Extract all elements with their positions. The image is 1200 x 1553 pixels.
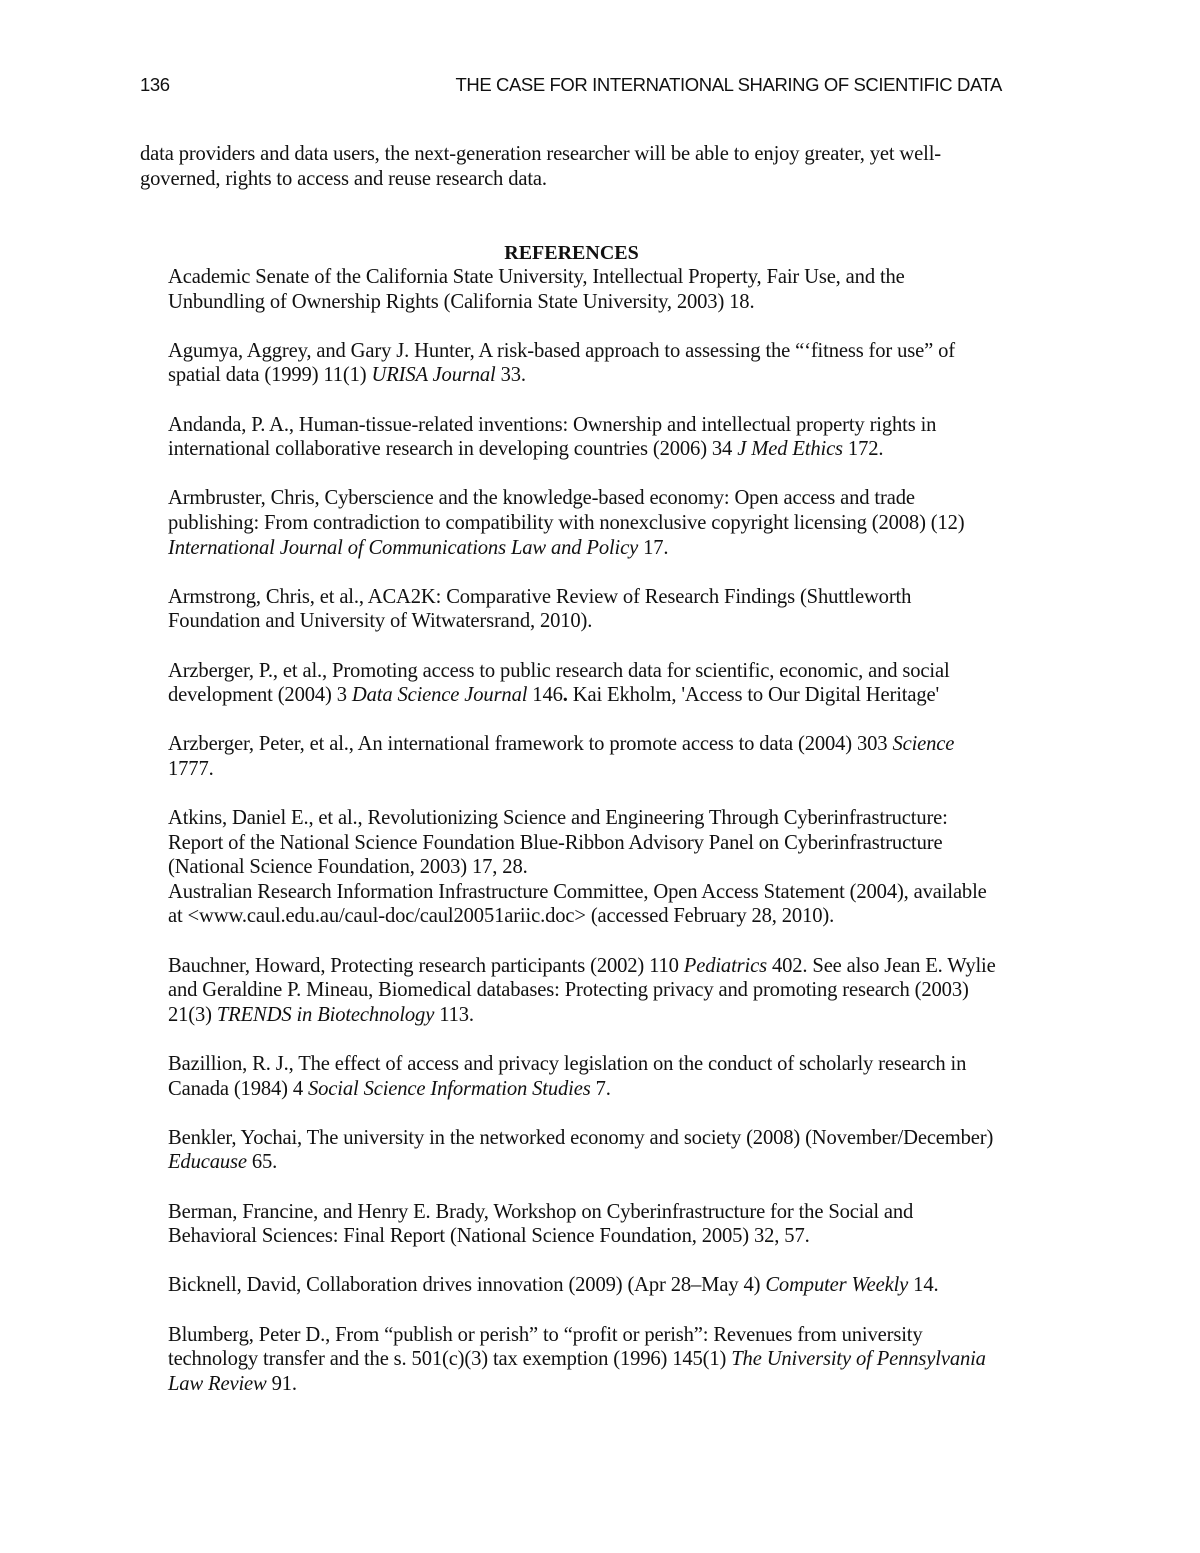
reference-text-segment: Arzberger, P., et al., Promoting access to public research data for scientific, economic, and social	[168, 659, 950, 682]
reference-italic-segment: Pediatrics	[683, 954, 767, 977]
reference-line	[168, 831, 1068, 856]
reference-text-segment: Unbundling of Ownership Rights (California State University, 2003) 18.	[168, 290, 755, 313]
reference-italic-segment: Computer Weekly	[765, 1274, 909, 1297]
references-heading: REFERENCES	[504, 242, 639, 264]
reference-line	[168, 290, 1068, 315]
reference-line	[168, 683, 1068, 708]
reference-line	[168, 904, 1068, 929]
reference-entry	[168, 806, 1068, 880]
reference-text-segment: Behavioral Sciences: Final Report (National Science Foundation, 2005) 32, 57.	[168, 1225, 810, 1248]
reference-entry	[168, 659, 1068, 708]
reference-line	[168, 757, 1068, 782]
reference-text-segment: international collaborative research in developing countries (2006) 34	[168, 438, 738, 461]
reference-line	[168, 339, 1068, 364]
reference-line	[168, 1347, 1068, 1372]
reference-line	[168, 585, 1068, 610]
reference-text-segment: 1777.	[168, 757, 214, 780]
reference-line	[168, 1224, 1068, 1249]
reference-line	[168, 1372, 1068, 1397]
reference-line	[168, 1077, 1068, 1102]
reference-text-segment: Agumya, Aggrey, and Gary J. Hunter, A risk-based approach to assessing the “‘fitness for use” of	[168, 339, 955, 362]
reference-text-segment: Bauchner, Howard, Protecting research participants (2002) 110	[168, 954, 684, 977]
reference-italic-segment: TRENDS in Biotechnology	[216, 1003, 435, 1026]
reference-text-segment: 65.	[246, 1151, 278, 1174]
reference-text-segment: 14.	[908, 1274, 939, 1297]
reference-line	[168, 486, 1068, 511]
intro-line: data providers and data users, the next-generation researcher will be able to enjoy greater, yet well-	[140, 143, 941, 165]
reference-line	[168, 1323, 1068, 1348]
reference-text-segment: Bazillion, R. J., The effect of access and privacy legislation on the conduct of scholarly research in	[168, 1053, 967, 1075]
reference-text-segment: Armbruster, Chris, Cyberscience and the knowledge-based economy: Open access and trade	[168, 487, 915, 510]
intro-line: governed, rights to access and reuse research data.	[140, 167, 547, 190]
reference-list	[168, 265, 1068, 1421]
reference-text-segment: Australian Research Information Infrastructure Committee, Open Access Statement (2004), available	[168, 880, 987, 903]
reference-entry	[168, 1323, 1068, 1397]
reference-entry	[168, 880, 1068, 929]
reference-line	[168, 363, 1068, 388]
reference-text-segment: Berman, Francine, and Henry E. Brady, Workshop on Cyberinfrastructure for the Social and	[168, 1200, 914, 1223]
reference-line	[168, 413, 1068, 438]
reference-text-segment: Benkler, Yochai, The university in the networked economy and society (2008) (November/December)	[168, 1126, 994, 1149]
reference-line	[168, 659, 1068, 684]
reference-text-segment: Atkins, Daniel E., et al., Revolutionizing Science and Engineering Through Cyberinfrastructure:	[168, 807, 948, 830]
reference-entry	[168, 954, 1068, 1028]
reference-line	[168, 1273, 1068, 1298]
reference-entry	[168, 585, 1068, 634]
reference-text-segment: Bicknell, David, Collaboration drives innovation (2009) (Apr 28–May 4)	[168, 1274, 766, 1297]
reference-text-segment: technology transfer and the s. 501(c)(3) tax exemption (1996) 145(1)	[168, 1348, 732, 1371]
reference-text-segment: 33.	[495, 364, 526, 387]
reference-line	[168, 954, 1068, 979]
reference-entry	[168, 1052, 1068, 1101]
reference-text-segment: 17.	[638, 536, 669, 559]
reference-entry	[168, 265, 1068, 314]
reference-line	[168, 855, 1068, 880]
reference-text-segment: Foundation and University of Witwatersrand, 2010).	[168, 610, 593, 633]
running-header	[140, 74, 1002, 100]
reference-line	[168, 609, 1068, 634]
reference-text-segment: 113.	[434, 1003, 474, 1026]
reference-italic-segment: International Journal of Communications Law and Policy	[168, 536, 639, 559]
reference-text-segment: 146	[527, 684, 563, 707]
reference-text-segment: Arzberger, Peter, et al., An international framework to promote access to data (2004) 303	[168, 733, 893, 756]
reference-text-segment: development (2004) 3	[168, 684, 352, 707]
reference-entry	[168, 486, 1068, 560]
reference-text-segment: 91.	[266, 1372, 297, 1395]
reference-italic-segment: Educause	[168, 1151, 247, 1174]
reference-text-segment: 21(3)	[168, 1003, 217, 1026]
reference-line	[168, 437, 1068, 462]
reference-entry	[168, 732, 1068, 781]
reference-line	[168, 806, 1068, 831]
reference-italic-segment: The University of Pennsylvania	[731, 1348, 986, 1371]
reference-line	[168, 1150, 1068, 1175]
reference-text-segment: 402. See also Jean E. Wylie	[766, 954, 996, 977]
reference-line	[168, 536, 1068, 561]
reference-entry	[168, 1273, 1068, 1298]
reference-text-segment: spatial data (1999) 11(1)	[168, 364, 372, 387]
running-title: THE CASE FOR INTERNATIONAL SHARING OF SCIENTIFIC DATA	[455, 74, 1002, 95]
reference-text-segment: Kai Ekholm, 'Access to Our Digital Heritage'	[567, 684, 940, 707]
reference-italic-segment: Social Science Information Studies	[308, 1077, 591, 1100]
reference-entry	[168, 339, 1068, 388]
page-number: 136	[140, 74, 170, 95]
reference-line	[168, 511, 1068, 536]
reference-text-segment: and Geraldine P. Mineau, Biomedical databases: Protecting privacy and promoting research (2003)	[168, 979, 969, 1002]
reference-italic-segment: Data Science Journal	[351, 684, 528, 707]
intro-paragraph	[140, 142, 1040, 191]
reference-text-segment: Report of the National Science Foundation Blue-Ribbon Advisory Panel on Cyberinfrastructure	[168, 831, 943, 854]
reference-line	[168, 978, 1068, 1003]
reference-text-segment: Armstrong, Chris, et al., ACA2K: Comparative Review of Research Findings (Shuttleworth	[168, 585, 912, 608]
reference-text-segment: Andanda, P. A., Human-tissue-related inventions: Ownership and intellectual property rights in	[168, 413, 937, 436]
reference-text-segment: Academic Senate of the California State University, Intellectual Property, Fair Use, and the	[168, 266, 905, 288]
reference-line	[168, 1126, 1068, 1151]
reference-entry	[168, 1200, 1068, 1249]
reference-entry	[168, 413, 1068, 462]
reference-text-segment: Blumberg, Peter D., From “publish or perish” to “profit or perish”: Revenues from university	[168, 1323, 923, 1346]
reference-italic-segment: Law Review	[168, 1372, 267, 1395]
reference-text-segment: .	[562, 684, 568, 707]
reference-line	[168, 880, 1068, 905]
reference-italic-segment: Science	[892, 733, 955, 756]
reference-text-segment: at <www.caul.edu.au/caul-doc/caul20051ariic.doc> (accessed February 28, 2010).	[168, 905, 835, 928]
reference-line	[168, 732, 1068, 757]
reference-text-segment: 172.	[842, 438, 884, 461]
reference-line	[168, 1200, 1068, 1225]
reference-text-segment: publishing: From contradiction to compatibility with nonexclusive copyright licensing (2008) (12)	[168, 511, 965, 534]
reference-entry	[168, 1126, 1068, 1175]
reference-italic-segment: J Med Ethics	[737, 438, 843, 461]
reference-line	[168, 1052, 1068, 1077]
reference-line	[168, 1003, 1068, 1028]
reference-text-segment: (National Science Foundation, 2003) 17, 28.	[168, 856, 528, 879]
reference-text-segment: Canada (1984) 4	[168, 1077, 308, 1100]
reference-line	[168, 265, 1068, 290]
reference-text-segment: 7.	[590, 1077, 611, 1100]
reference-italic-segment: URISA Journal	[371, 364, 496, 387]
